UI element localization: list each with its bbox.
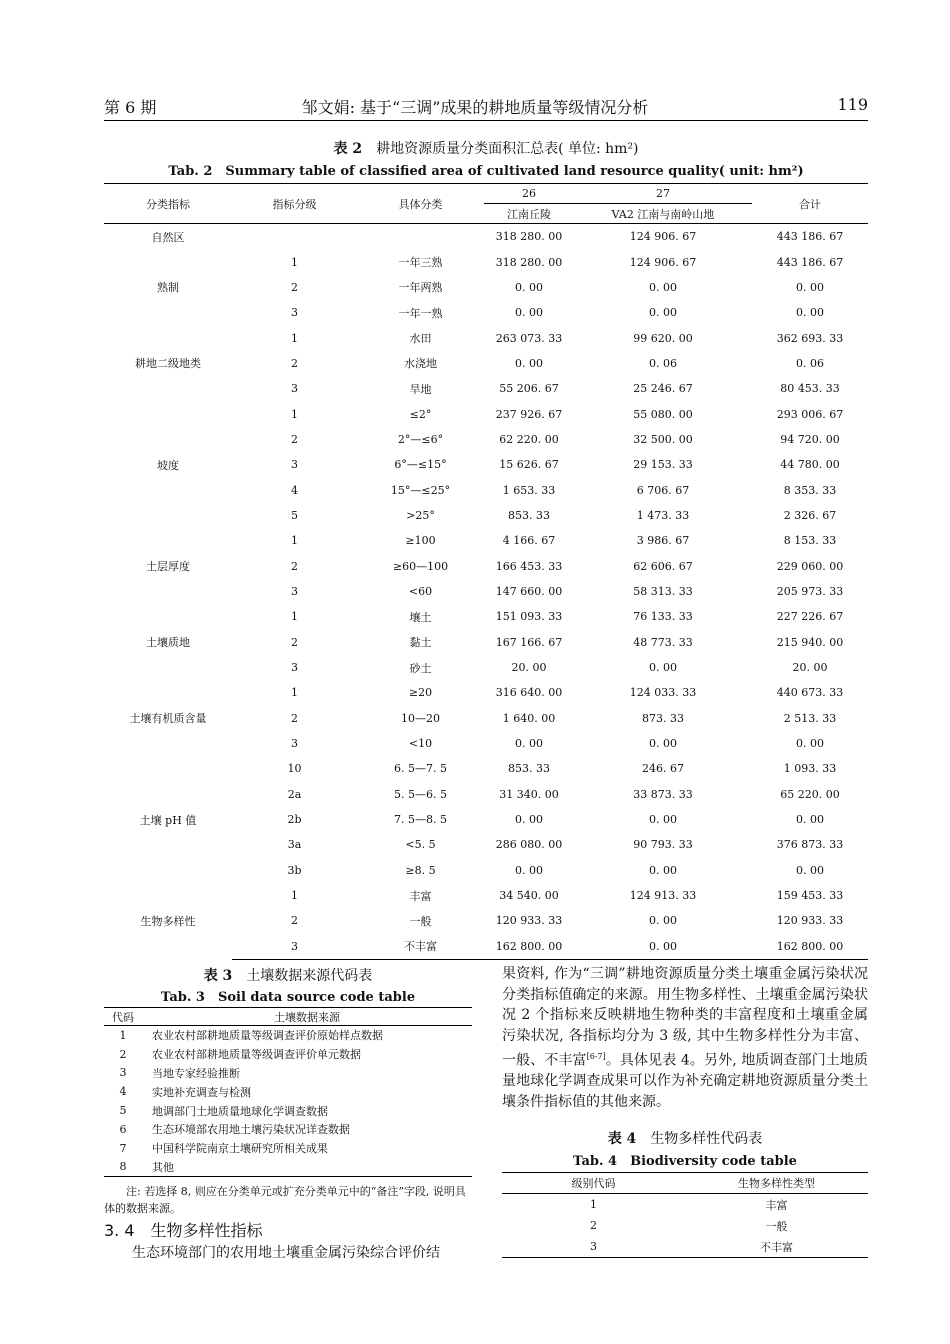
value-cell-col2: 48 773. 33 <box>633 635 693 649</box>
code-cell: 7 <box>119 1141 127 1155</box>
total-cell: 1 093. 33 <box>783 762 837 776</box>
grade-cell: 2b <box>287 813 302 827</box>
grade-cell: 10 <box>287 762 302 776</box>
grade-cell: 2 <box>291 635 298 649</box>
grade-cell: 3 <box>291 661 298 675</box>
value-cell-col1: 0. 00 <box>515 737 543 751</box>
grade-cell: 2 <box>291 559 298 573</box>
category-cell: 15°—≤25° <box>390 483 451 497</box>
table-row <box>104 1082 472 1101</box>
value-cell-col2: 246. 67 <box>642 762 684 776</box>
citation: [6-7] <box>586 1051 606 1061</box>
table4-label-en: Tab. 4 <box>573 1154 618 1169</box>
category-cell: 7. 5—8. 5 <box>394 813 447 827</box>
grade-cell: 4 <box>291 483 298 497</box>
table-row <box>502 1215 868 1236</box>
category-cell: <5. 5 <box>405 838 436 852</box>
category-cell: 一般 <box>409 914 432 928</box>
code-cell: 2 <box>119 1047 127 1061</box>
value-cell-col2: 25 246. 67 <box>633 382 693 396</box>
category-cell: 不丰富 <box>357 934 484 960</box>
table-row <box>104 604 868 629</box>
category-cell: 一年三熟 <box>398 256 443 270</box>
total-cell: 0. 00 <box>796 813 824 827</box>
header-category: 具体分类 <box>357 184 484 224</box>
total-cell: 205 973. 33 <box>776 584 844 598</box>
total-cell: 293 006. 67 <box>776 407 844 421</box>
value-cell-col2: 0. 00 <box>649 863 677 877</box>
table3-body <box>104 1026 472 1177</box>
value-cell-col2: 3 986. 67 <box>636 534 690 548</box>
code-cell: 4 <box>119 1085 127 1099</box>
table-row <box>104 325 868 350</box>
total-cell: 44 780. 00 <box>780 458 840 472</box>
indicator-cell: 耕地二级地类 <box>135 357 201 371</box>
value-cell-col1: 0. 00 <box>515 280 543 294</box>
grade-cell: 1 <box>291 610 298 624</box>
source-cell: 生态环境部农用地土壤污染状况详查数据 <box>152 1123 350 1137</box>
table-row <box>104 1101 472 1120</box>
table2-label-en: Tab. 2 <box>168 164 213 179</box>
table4-header-type: 生物多样性类型 <box>685 1173 868 1194</box>
total-cell: 0. 00 <box>796 280 824 294</box>
grade-cell: 1 <box>291 255 298 269</box>
code-cell: 2 <box>590 1219 597 1232</box>
total-cell: 2 326. 67 <box>783 508 837 522</box>
total-cell: 362 693. 33 <box>776 331 844 345</box>
table-row <box>104 1064 472 1083</box>
table3-title-cn: 土壤数据来源代码表 <box>246 968 373 984</box>
value-cell-col1: 166 453. 33 <box>495 559 563 573</box>
value-cell-col1: 0. 00 <box>515 813 543 827</box>
value-cell-col2: 6 706. 67 <box>636 483 690 497</box>
table-row <box>104 756 868 781</box>
total-cell: 0. 00 <box>796 737 824 751</box>
value-cell-col1: 263 073. 33 <box>495 331 563 345</box>
code-cell: 3 <box>119 1066 127 1080</box>
grade-cell <box>232 224 357 250</box>
value-cell-col2: 0. 00 <box>649 661 677 675</box>
table-row <box>104 401 868 426</box>
category-cell: 壤土 <box>409 610 432 624</box>
table4-caption-cn <box>502 1128 868 1148</box>
grade-cell: 3 <box>291 584 298 598</box>
page-number: 119 <box>837 95 868 114</box>
category-cell: 旱地 <box>409 382 432 396</box>
value-cell-col2: 873. 33 <box>642 711 684 725</box>
table2-body <box>104 224 868 960</box>
total-cell: 159 453. 33 <box>776 889 844 903</box>
grade-cell: 2 <box>291 711 298 725</box>
source-cell: 中国科学院南京土壤研究所相关成果 <box>152 1142 328 1156</box>
header-col2-name: VA2 江南与南岭山地 <box>574 204 752 224</box>
category-cell: 水浇地 <box>404 357 437 371</box>
total-cell: 162 800. 00 <box>752 934 868 960</box>
table3-header-source: 土壤数据来源 <box>142 1008 472 1026</box>
grade-cell: 3 <box>291 382 298 396</box>
value-cell-col1: 162 800. 00 <box>484 934 574 960</box>
source-cell: 地调部门土地质量地球化学调查数据 <box>152 1104 328 1118</box>
value-cell-col2: 76 133. 33 <box>633 610 693 624</box>
table-row <box>104 249 868 274</box>
total-cell: 20. 00 <box>792 661 828 675</box>
grade-cell: 3 <box>291 458 298 472</box>
total-cell: 229 060. 00 <box>776 559 844 573</box>
header-rule <box>104 120 868 121</box>
indicator-cell: 土壤质地 <box>146 636 190 650</box>
category-cell: 10—20 <box>401 711 440 725</box>
value-cell-col2: 0. 06 <box>649 356 677 370</box>
total-cell: 65 220. 00 <box>780 787 840 801</box>
total-cell: 215 940. 00 <box>776 635 844 649</box>
grade-cell: 1 <box>291 534 298 548</box>
indicator-cell: 坡度 <box>157 458 179 472</box>
value-cell-col1: 316 640. 00 <box>495 686 563 700</box>
value-cell-col2: 32 500. 00 <box>633 432 693 446</box>
table-row <box>104 680 868 705</box>
total-cell: 443 186. 67 <box>776 230 844 244</box>
table-row <box>104 1158 472 1177</box>
value-cell-col2: 0. 00 <box>649 280 677 294</box>
value-cell-col1: 167 166. 67 <box>495 635 563 649</box>
table-row <box>104 1045 472 1064</box>
total-cell: 8 153. 33 <box>783 534 837 548</box>
code-cell: 3 <box>502 1236 685 1258</box>
value-cell-col2: 29 153. 33 <box>633 458 693 472</box>
section-heading: 3. 4 生物多样性指标 <box>104 1221 263 1240</box>
category-cell: <10 <box>408 737 433 751</box>
grade-cell: 2 <box>291 432 298 446</box>
total-cell: 0. 00 <box>796 863 824 877</box>
table2-title-cn: 耕地资源质量分类面积汇总表( 单位: hm²) <box>376 141 639 157</box>
category-cell: ≥100 <box>405 534 436 548</box>
header-col1-name: 江南丘陵 <box>484 204 574 224</box>
running-title: 邹文娟: 基于“三调”成果的耕地质量等级情况分析 <box>301 98 649 117</box>
category-cell: <60 <box>408 584 433 598</box>
table3-label-en: Tab. 3 <box>160 990 205 1005</box>
header-indicator: 分类指标 <box>104 184 232 224</box>
header-col2-code: 27 <box>574 184 752 204</box>
total-cell: 0. 06 <box>796 356 824 370</box>
total-cell: 80 453. 33 <box>780 382 840 396</box>
paragraph-right-part2: 。具体见表 4。另外, 地质调查部门土地质量地球化学调查成果可以作为补充确定耕地资源质量分类土壤条件指标值的其他来源。 <box>502 1052 868 1110</box>
grade-cell: 1 <box>291 407 298 421</box>
value-cell-col1: 31 340. 00 <box>499 787 559 801</box>
table4-header-code: 级别代码 <box>502 1173 685 1194</box>
total-cell: 120 933. 33 <box>776 914 844 928</box>
grade-cell: 5 <box>291 508 298 522</box>
total-cell: 443 186. 67 <box>776 255 844 269</box>
header-col1-code: 26 <box>484 184 574 204</box>
category-cell: ≥20 <box>408 686 433 700</box>
value-cell-col1: 318 280. 00 <box>495 230 563 244</box>
total-cell: 8 353. 33 <box>783 483 837 497</box>
table2 <box>104 183 868 960</box>
category-cell: 一年两熟 <box>398 281 443 295</box>
value-cell-col2: 0. 00 <box>649 914 677 928</box>
indicator-cell: 土壤 pH 值 <box>139 813 197 827</box>
value-cell-col1: 34 540. 00 <box>499 889 559 903</box>
value-cell-col2: 58 313. 33 <box>633 584 693 598</box>
grade-cell: 1 <box>291 331 298 345</box>
category-cell: ≥60—100 <box>392 559 449 573</box>
table4-body <box>502 1194 868 1258</box>
value-cell-col2: 124 913. 33 <box>629 889 697 903</box>
table2-title-en: Summary table of classified area of cultivated land resource quality( unit: hm²) <box>225 164 804 179</box>
total-cell: 376 873. 33 <box>776 838 844 852</box>
table2-caption-en <box>104 160 868 179</box>
grade-cell: 1 <box>291 686 298 700</box>
value-cell-col2: 124 906. 67 <box>629 255 697 269</box>
category-cell: 丰富 <box>409 889 432 903</box>
category-cell: 水田 <box>409 332 432 346</box>
value-cell-col1: 1 640. 00 <box>502 711 556 725</box>
table4-title-cn: 生物多样性代码表 <box>650 1131 763 1147</box>
paragraph-left: 生态环境部门的农用地土壤重金属污染综合评价结 <box>132 1245 440 1261</box>
grade-cell: 2 <box>291 356 298 370</box>
value-cell-col1: 55 206. 67 <box>499 382 559 396</box>
category-cell: 砂土 <box>409 661 432 675</box>
table3-caption-en <box>104 986 472 1005</box>
grade-cell: 2 <box>291 914 298 928</box>
total-cell: 2 513. 33 <box>783 711 837 725</box>
value-cell-col2: 62 606. 67 <box>633 559 693 573</box>
table3 <box>104 1007 472 1177</box>
value-cell-col1: 120 933. 33 <box>495 914 563 928</box>
grade-cell: 2a <box>287 787 302 801</box>
value-cell-col2: 0. 00 <box>574 934 752 960</box>
table-row <box>502 1194 868 1216</box>
indicator-cell: 自然区 <box>151 230 185 244</box>
value-cell-col1: 318 280. 00 <box>495 255 563 269</box>
issue-number: 第 6 期 <box>104 98 157 117</box>
category-cell: >25° <box>406 508 435 522</box>
total-cell: 0. 00 <box>796 306 824 320</box>
value-cell-col2: 0. 00 <box>649 737 677 751</box>
source-cell: 其他 <box>142 1158 472 1177</box>
value-cell-col2: 33 873. 33 <box>633 787 693 801</box>
value-cell-col1: 4 166. 67 <box>502 534 556 548</box>
table-row <box>502 1236 868 1258</box>
value-cell-col1: 15 626. 67 <box>499 458 559 472</box>
table3-label-cn: 表 3 <box>203 968 233 984</box>
code-cell: 8 <box>104 1158 142 1177</box>
indicator-cell: 土壤有机质含量 <box>129 712 207 726</box>
value-cell-col1: 853. 33 <box>508 762 550 776</box>
category-cell: 2°—≤6° <box>397 432 444 446</box>
type-cell: 不丰富 <box>685 1236 868 1258</box>
category-cell: 6. 5—7. 5 <box>394 762 447 776</box>
table-row <box>104 1120 472 1139</box>
value-cell-col1: 0. 00 <box>515 306 543 320</box>
value-cell-col1: 1 653. 33 <box>502 483 556 497</box>
value-cell-col1: 62 220. 00 <box>499 432 559 446</box>
total-cell: 94 720. 00 <box>780 432 840 446</box>
table3-note: 注: 若选择 8, 则应在分类单元或扩充分类单元中的“备注”字段, 说明具体的数据来源。 <box>104 1185 466 1215</box>
indicator-cell: 熟制 <box>157 281 179 295</box>
source-cell: 农业农村部耕地质量等级调查评价单元数据 <box>152 1048 361 1062</box>
value-cell-col2: 0. 00 <box>649 306 677 320</box>
grade-cell: 3 <box>232 934 357 960</box>
table4 <box>502 1172 868 1258</box>
paragraph-right-part1: 果资料, 作为“三调”耕地资源质量分类土壤重金属污染状况分类指标值确定的来源。用生物多样性、土壤重金属污染状况 2 个指标来反映耕地生物种类的丰富程度和土壤重金属污染状况, 各指标均分为 3 级, 其中生物多样性分为丰富、一般、不丰富 <box>502 966 868 1069</box>
type-cell: 丰富 <box>765 1198 788 1212</box>
category-cell: 一年一熟 <box>398 306 443 320</box>
table2-caption-cn <box>104 138 868 158</box>
grade-cell: 3b <box>287 863 302 877</box>
table2-label-cn: 表 2 <box>333 141 363 157</box>
code-cell: 5 <box>119 1104 127 1118</box>
table-row <box>104 224 868 250</box>
paragraph-right <box>502 964 868 1113</box>
category-cell <box>357 224 484 250</box>
value-cell-col2: 124 906. 67 <box>629 230 697 244</box>
header-total: 合计 <box>752 184 868 224</box>
code-cell: 1 <box>119 1028 127 1042</box>
grade-cell: 1 <box>291 889 298 903</box>
value-cell-col2: 124 033. 33 <box>629 686 697 700</box>
table-row <box>104 528 868 553</box>
grade-cell: 3a <box>287 838 302 852</box>
table4-label-cn: 表 4 <box>607 1131 637 1147</box>
code-cell: 1 <box>590 1198 597 1211</box>
table3-title-en: Soil data source code table <box>217 990 416 1005</box>
table-row <box>104 1139 472 1158</box>
value-cell-col2: 90 793. 33 <box>633 838 693 852</box>
grade-cell: 2 <box>291 280 298 294</box>
value-cell-col1: 237 926. 67 <box>495 407 563 421</box>
value-cell-col2: 1 473. 33 <box>636 508 690 522</box>
grade-cell: 3 <box>291 737 298 751</box>
grade-cell: 3 <box>291 306 298 320</box>
value-cell-col2: 0. 00 <box>649 813 677 827</box>
category-cell: 6°—≤15° <box>394 458 447 472</box>
table3-caption-cn <box>104 965 472 985</box>
value-cell-col1: 853. 33 <box>508 508 550 522</box>
table4-caption-en <box>502 1150 868 1169</box>
category-cell: ≥8. 5 <box>405 863 436 877</box>
source-cell: 农业农村部耕地质量等级调查评价原始样点数据 <box>152 1029 383 1043</box>
code-cell: 6 <box>119 1122 127 1136</box>
value-cell-col2: 55 080. 00 <box>633 407 693 421</box>
header-grade: 指标分级 <box>232 184 357 224</box>
category-cell: 5. 5—6. 5 <box>394 787 447 801</box>
type-cell: 一般 <box>765 1219 788 1233</box>
category-cell: 黏土 <box>409 636 432 650</box>
table4-title-en: Biodiversity code table <box>630 1154 797 1169</box>
indicator-cell: 土层厚度 <box>146 560 190 574</box>
value-cell-col1: 147 660. 00 <box>495 584 563 598</box>
value-cell-col1: 286 080. 00 <box>495 838 563 852</box>
value-cell-col1: 0. 00 <box>515 356 543 370</box>
category-cell: ≤2° <box>409 407 432 421</box>
value-cell-col1: 20. 00 <box>511 661 547 675</box>
source-cell: 当地专家经验推断 <box>152 1066 240 1080</box>
table-row <box>104 883 868 908</box>
indicator-cell: 生物多样性 <box>140 915 196 929</box>
value-cell-col2: 99 620. 00 <box>633 331 693 345</box>
table3-header-code: 代码 <box>104 1008 142 1026</box>
table-row <box>104 1026 472 1045</box>
value-cell-col1: 0. 00 <box>515 863 543 877</box>
total-cell: 227 226. 67 <box>776 610 844 624</box>
total-cell: 440 673. 33 <box>776 686 844 700</box>
value-cell-col1: 151 093. 33 <box>495 610 563 624</box>
source-cell: 实地补充调查与检测 <box>152 1085 251 1099</box>
